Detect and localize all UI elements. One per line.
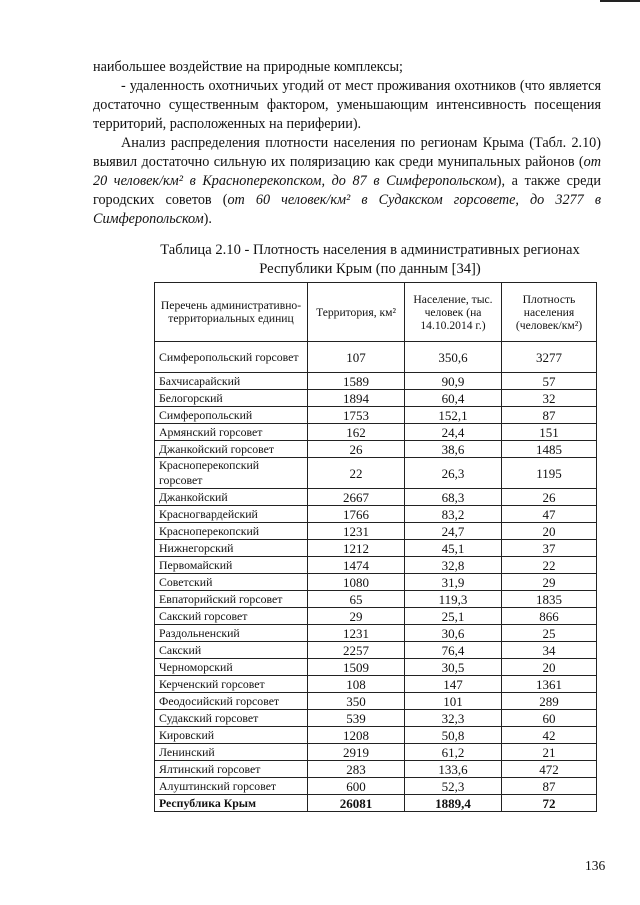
- table-row: [155, 373, 597, 390]
- header-unit-list: Перечень административно-территориальных единиц: [155, 283, 308, 342]
- cell-density: 47: [502, 506, 597, 523]
- cell-population: 30,6: [405, 625, 502, 642]
- cell-territory: 1080: [308, 574, 405, 591]
- cell-territory: 26081: [308, 795, 405, 812]
- cell-density: 1361: [502, 676, 597, 693]
- cell-density: 20: [502, 659, 597, 676]
- paragraph-3-text-1: Анализ распределения плотности населения по регионам Крыма (Табл. 2.10) выявил достаточно сильную их поляризацию как среди мунипальных районов (: [93, 135, 601, 170]
- cell-population: 24,4: [405, 424, 502, 441]
- cell-territory: 2257: [308, 642, 405, 659]
- cell-unit-name: Черноморский: [155, 659, 308, 676]
- cell-unit-name: Симферопольский горсовет: [155, 342, 308, 373]
- cell-unit-name: Джанкойский горсовет: [155, 441, 308, 458]
- cell-unit-name: Керченский горсовет: [155, 676, 308, 693]
- cell-unit-name: Джанкойский: [155, 489, 308, 506]
- cell-territory: 1894: [308, 390, 405, 407]
- cell-unit-name: Кировский: [155, 727, 308, 744]
- cell-territory: 107: [308, 342, 405, 373]
- table-row: [155, 608, 597, 625]
- cell-territory: 1474: [308, 557, 405, 574]
- cell-density: 37: [502, 540, 597, 557]
- cell-population: 60,4: [405, 390, 502, 407]
- table-row: [155, 540, 597, 557]
- cell-territory: 29: [308, 608, 405, 625]
- cell-unit-name: Красногвардейский: [155, 506, 308, 523]
- paragraph-3-italic-2: от 60 человек/км² в Судакском горсовете, до 3277 в Симферопольском: [93, 192, 601, 227]
- cell-density: 472: [502, 761, 597, 778]
- cell-territory: 108: [308, 676, 405, 693]
- table-row: [155, 441, 597, 458]
- cell-unit-name: Республика Крым: [155, 795, 308, 812]
- cell-density: 866: [502, 608, 597, 625]
- header-territory: Территория, км²: [308, 283, 405, 342]
- cell-population: 119,3: [405, 591, 502, 608]
- cell-unit-name: Феодосийский горсовет: [155, 693, 308, 710]
- header-density: Плотность населения (человек/км²): [502, 283, 597, 342]
- cell-population: 152,1: [405, 407, 502, 424]
- cell-density: 21: [502, 744, 597, 761]
- table-row: [155, 407, 597, 424]
- table-total-row: [155, 795, 597, 812]
- table-row: [155, 710, 597, 727]
- paragraph-3-text-2: ), а также среди городских советов (: [93, 173, 601, 208]
- cell-territory: 162: [308, 424, 405, 441]
- cell-territory: 65: [308, 591, 405, 608]
- paragraph-1: наибольшее воздействие на природные комплексы;: [93, 59, 403, 75]
- cell-territory: 1212: [308, 540, 405, 557]
- cell-unit-name: Симферопольский: [155, 407, 308, 424]
- cell-density: 87: [502, 778, 597, 795]
- paragraph-3: [93, 134, 601, 229]
- table-header-row: [155, 283, 597, 342]
- cell-population: 90,9: [405, 373, 502, 390]
- paragraph-2: - удаленность охотничьих угодий от мест проживания охотников (что является достаточно существенным фактором, уменьшающим интенсивность посещения территорий, расположенных на периферии).: [93, 78, 601, 132]
- cell-territory: 1589: [308, 373, 405, 390]
- table-row: [155, 489, 597, 506]
- header-population: Население, тыс. человек (на 14.10.2014 г.): [405, 283, 502, 342]
- cell-territory: 1231: [308, 523, 405, 540]
- table-row: [155, 506, 597, 523]
- table-caption-line-1: Таблица 2.10 - Плотность населения в административных регионах: [160, 242, 580, 258]
- cell-population: 61,2: [405, 744, 502, 761]
- cell-territory: 26: [308, 441, 405, 458]
- cell-population: 45,1: [405, 540, 502, 557]
- cell-population: 50,8: [405, 727, 502, 744]
- table-body: [155, 342, 597, 812]
- cell-density: 1485: [502, 441, 597, 458]
- table-row: [155, 390, 597, 407]
- cell-territory: 1753: [308, 407, 405, 424]
- table-row: [155, 458, 597, 489]
- cell-density: 1835: [502, 591, 597, 608]
- cell-population: 52,3: [405, 778, 502, 795]
- paragraph-3-text-3: ).: [203, 211, 212, 227]
- cell-population: 1889,4: [405, 795, 502, 812]
- cell-unit-name: Алуштинский горсовет: [155, 778, 308, 795]
- table-caption: [120, 241, 620, 279]
- cell-unit-name: Раздольненский: [155, 625, 308, 642]
- cell-density: 3277: [502, 342, 597, 373]
- cell-territory: 1766: [308, 506, 405, 523]
- cell-unit-name: Евпаторийский горсовет: [155, 591, 308, 608]
- table-row: [155, 523, 597, 540]
- cell-density: 1195: [502, 458, 597, 489]
- cell-unit-name: Ялтинский горсовет: [155, 761, 308, 778]
- cell-unit-name: Красноперекопский: [155, 523, 308, 540]
- cell-unit-name: Армянский горсовет: [155, 424, 308, 441]
- cell-density: 22: [502, 557, 597, 574]
- table-row: [155, 591, 597, 608]
- paragraph-3-italic-1: от 20 человек/км² в Красноперекопском, до 87 в Симферопольском: [93, 154, 601, 189]
- cell-population: 24,7: [405, 523, 502, 540]
- cell-density: 26: [502, 489, 597, 506]
- cell-population: 25,1: [405, 608, 502, 625]
- cell-density: 87: [502, 407, 597, 424]
- cell-population: 32,8: [405, 557, 502, 574]
- cell-population: 147: [405, 676, 502, 693]
- cell-unit-name: Белогорский: [155, 390, 308, 407]
- cell-population: 83,2: [405, 506, 502, 523]
- cell-unit-name: Нижнегорский: [155, 540, 308, 557]
- cell-population: 133,6: [405, 761, 502, 778]
- table-row: [155, 424, 597, 441]
- cell-density: 151: [502, 424, 597, 441]
- cell-unit-name: Бахчисарайский: [155, 373, 308, 390]
- cell-territory: 1208: [308, 727, 405, 744]
- table-row: [155, 342, 597, 373]
- cell-territory: 1231: [308, 625, 405, 642]
- cell-unit-name: Красноперекопский горсовет: [155, 458, 308, 489]
- cell-population: 31,9: [405, 574, 502, 591]
- cell-density: 25: [502, 625, 597, 642]
- cell-density: 72: [502, 795, 597, 812]
- table-row: [155, 557, 597, 574]
- table-row: [155, 574, 597, 591]
- cell-territory: 22: [308, 458, 405, 489]
- table-row: [155, 676, 597, 693]
- cell-unit-name: Сакский горсовет: [155, 608, 308, 625]
- table-row: [155, 642, 597, 659]
- corner-rule: [600, 0, 640, 2]
- table-row: [155, 778, 597, 795]
- table-row: [155, 625, 597, 642]
- cell-territory: 1509: [308, 659, 405, 676]
- table-row: [155, 659, 597, 676]
- cell-density: 29: [502, 574, 597, 591]
- cell-population: 68,3: [405, 489, 502, 506]
- cell-population: 350,6: [405, 342, 502, 373]
- cell-unit-name: Советский: [155, 574, 308, 591]
- cell-unit-name: Судакский горсовет: [155, 710, 308, 727]
- cell-density: 42: [502, 727, 597, 744]
- cell-density: 34: [502, 642, 597, 659]
- cell-territory: 539: [308, 710, 405, 727]
- cell-unit-name: Первомайский: [155, 557, 308, 574]
- page-number: 136: [585, 858, 606, 873]
- cell-density: 20: [502, 523, 597, 540]
- cell-territory: 2667: [308, 489, 405, 506]
- body-text: [93, 58, 601, 229]
- cell-population: 38,6: [405, 441, 502, 458]
- cell-population: 101: [405, 693, 502, 710]
- cell-unit-name: Сакский: [155, 642, 308, 659]
- table-row: [155, 727, 597, 744]
- population-density-table: [154, 282, 597, 812]
- cell-population: 30,5: [405, 659, 502, 676]
- cell-population: 32,3: [405, 710, 502, 727]
- table-row: [155, 693, 597, 710]
- cell-population: 76,4: [405, 642, 502, 659]
- cell-population: 26,3: [405, 458, 502, 489]
- cell-territory: 2919: [308, 744, 405, 761]
- cell-unit-name: Ленинский: [155, 744, 308, 761]
- cell-density: 60: [502, 710, 597, 727]
- cell-density: 32: [502, 390, 597, 407]
- cell-density: 57: [502, 373, 597, 390]
- cell-territory: 350: [308, 693, 405, 710]
- cell-density: 289: [502, 693, 597, 710]
- table-row: [155, 744, 597, 761]
- cell-territory: 283: [308, 761, 405, 778]
- table-caption-line-2: Республики Крым (по данным [34]): [259, 261, 481, 277]
- cell-territory: 600: [308, 778, 405, 795]
- table-row: [155, 761, 597, 778]
